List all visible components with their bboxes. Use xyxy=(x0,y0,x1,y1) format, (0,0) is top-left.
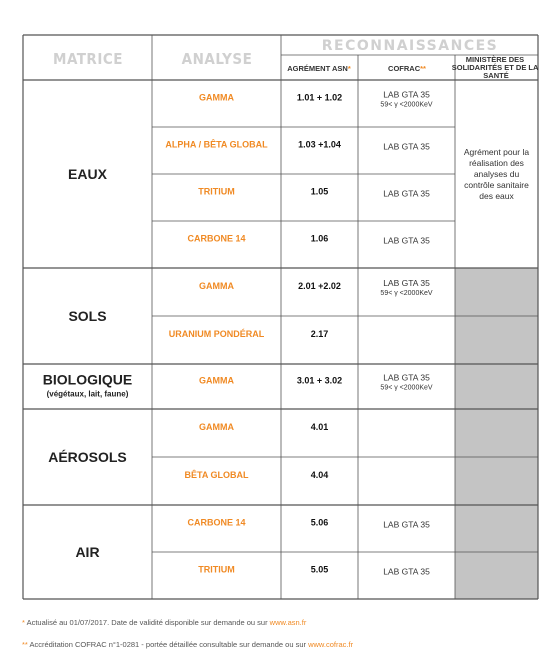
cofrac-cell: LAB GTA 35 xyxy=(383,188,430,199)
matrice-label: SOLS xyxy=(68,308,107,324)
analyse-cell: CARBONE 14 xyxy=(187,517,246,528)
ministere-cell-line: des eaux xyxy=(479,191,514,201)
header-analyse: ANALYSE xyxy=(181,50,253,68)
ministere-shaded-cells xyxy=(455,268,538,599)
analyse-cell: ALPHA / BÊTA GLOBAL xyxy=(165,139,268,150)
cofrac-cell: LAB GTA 35 xyxy=(383,278,430,288)
agrement-cell: 1.06 xyxy=(310,233,329,244)
cofrac-cell: LAB GTA 35 xyxy=(383,372,430,383)
agrement-cell: 2.01 +2.02 xyxy=(298,281,341,291)
cofrac-range: 59< γ <2000KeV xyxy=(380,101,433,109)
analyse-cell: URANIUM PONDÉRAL xyxy=(168,329,265,339)
cofrac-cell: LAB GTA 35 xyxy=(383,519,430,530)
agrement-cell: 1.03 +1.04 xyxy=(298,139,341,150)
analyse-cell: GAMMA xyxy=(199,375,234,386)
asn-link[interactable]: www.asn.fr xyxy=(269,618,307,627)
header-cofrac: COFRAC** xyxy=(388,64,426,73)
header-ministere: MINISTÈRE DES SOLIDARITÉS ET DE LA SANTÉ xyxy=(451,55,539,80)
analyse-cell: TRITIUM xyxy=(198,186,235,197)
agrement-cell: 3.01 + 3.02 xyxy=(296,375,343,386)
footnote-cofrac-mark: ** xyxy=(22,640,28,649)
header-agrement-asn: AGRÉMENT ASN* xyxy=(287,64,351,73)
ministere-cell-line: analyses du xyxy=(473,169,520,179)
cofrac-cell: LAB GTA 35 xyxy=(383,566,430,577)
agrement-cell: 5.05 xyxy=(310,564,329,575)
agrement-cell: 1.05 xyxy=(310,186,329,197)
ministere-cell-line: Agrément pour la xyxy=(463,147,530,157)
analyse-cell: TRITIUM xyxy=(198,564,235,575)
analyse-cell: GAMMA xyxy=(199,281,234,291)
footnote-asn-text: Actualisé au 01/07/2017. Date de validité disponible sur demande ou sur xyxy=(24,618,270,627)
footnote-asn xyxy=(22,618,306,627)
matrice-label: AÉROSOLS xyxy=(48,449,127,465)
footnote-cofrac xyxy=(22,640,353,649)
analyse-cell: GAMMA xyxy=(199,422,234,432)
agrement-cell: 4.04 xyxy=(310,470,329,480)
header-matrice: MATRICE xyxy=(53,50,123,68)
cofrac-link[interactable]: www.cofrac.fr xyxy=(308,640,354,649)
agrement-cell: 1.01 + 1.02 xyxy=(296,92,343,103)
cofrac-range: 59< γ <2000KeV xyxy=(380,290,433,297)
agrement-cell: 5.06 xyxy=(310,517,329,528)
cofrac-range: 59< γ <2000KeV xyxy=(380,384,433,392)
ministere-cell-line: réalisation des xyxy=(469,158,524,168)
cofrac-cell: LAB GTA 35 xyxy=(383,89,430,100)
analyse-cell: CARBONE 14 xyxy=(187,233,246,244)
matrice-sublabel: (végétaux, lait, faune) xyxy=(46,389,129,399)
ministere-cell-line: contrôle sanitaire xyxy=(464,180,529,190)
matrice-label: AIR xyxy=(75,544,100,560)
analyse-cell: BÊTA GLOBAL xyxy=(184,470,249,480)
analyse-cell: GAMMA xyxy=(199,92,234,103)
cofrac-cell: LAB GTA 35 xyxy=(383,141,430,152)
matrice-label: EAUX xyxy=(68,166,107,182)
cofrac-cell: LAB GTA 35 xyxy=(383,235,430,246)
footnote-cofrac-text: Accréditation COFRAC n°1-0281 - portée détaillée consultable sur demande ou sur xyxy=(27,640,309,649)
header-reconnaissances: RECONNAISSANCES xyxy=(321,38,499,54)
table-header xyxy=(53,38,540,80)
ministere-shaded-cell xyxy=(455,364,538,409)
matrice-label: BIOLOGIQUE xyxy=(42,371,133,388)
footnote-asn-mark: * xyxy=(22,618,25,627)
agrement-cell: 4.01 xyxy=(310,422,329,432)
agrement-cell: 2.17 xyxy=(310,329,329,339)
